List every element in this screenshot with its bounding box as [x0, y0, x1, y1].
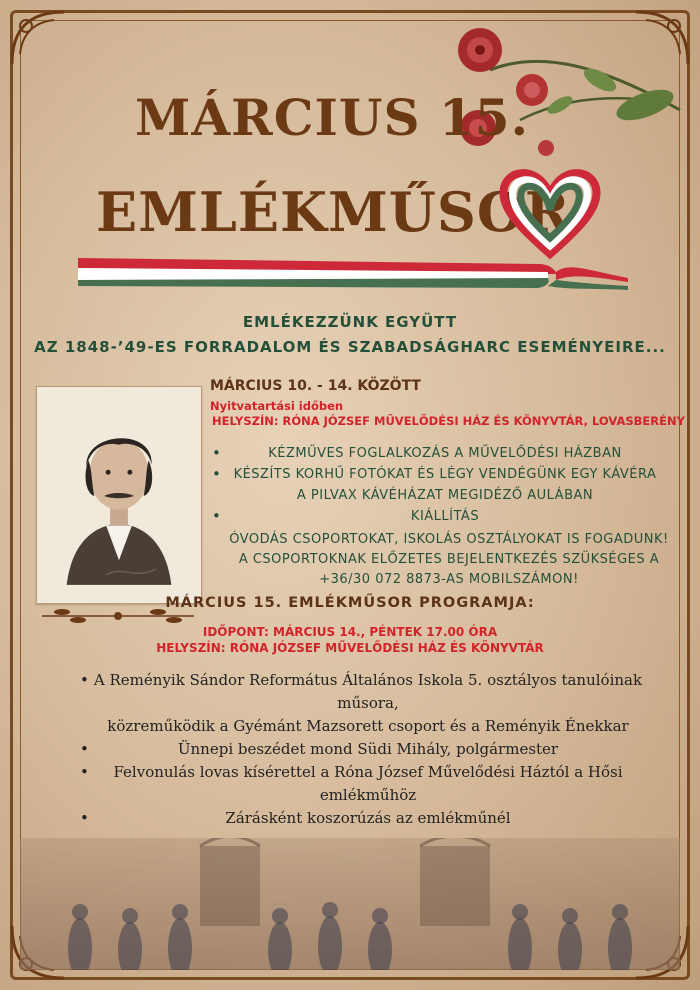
list-item: • Ünnepi beszédet mond Südi Mihály, polgármester: [78, 738, 658, 761]
subtitle-line-2: AZ 1848-’49-ES FORRADALOM ÉS SZABADSÁGHARC ESEMÉNYEIRE...: [34, 338, 666, 356]
week-hours: Nyitvatartási időben: [210, 399, 344, 413]
list-item: • KÉSZÍTS KORHŰ FOTÓKAT ÉS LÉGY VENDÉGÜNK EGY KÁVÉRA: [210, 464, 680, 485]
program-location: HELYSZÍN: RÓNA JÓZSEF MŰVELŐDÉSI HÁZ ÉS KÖNYVTÁR: [156, 641, 544, 655]
list-item-continuation: közreműködik a Gyémánt Mazsorett csoport és a Reményik Énekkar: [107, 717, 629, 735]
list-item: • KIÁLLÍTÁS: [210, 506, 680, 527]
list-item-continuation: műsora,: [337, 694, 399, 712]
list-item: • Zárásként koszorúzás az emlékműnél: [78, 807, 658, 830]
note-line: ÓVODÁS CSOPORTOKAT, ISKOLÁS OSZTÁLYOKAT IS FOGADUNK!: [229, 532, 669, 547]
list-item: • Felvonulás lovas kísérettel a Róna József Művelődési Háztól a Hősi: [78, 761, 658, 784]
groups-note: [212, 530, 686, 590]
subtitle-line-1: EMLÉKEZZÜNK EGYÜTT: [242, 313, 458, 331]
list-item-continuation: emlékműhöz: [319, 786, 417, 804]
list-item: • A Reményik Sándor Református Általános Iskola 5. osztályos tanulóinak: [78, 669, 658, 692]
list-item: • KÉZMŰVES FOGLALKOZÁS A MŰVELŐDÉSI HÁZBAN: [210, 443, 680, 464]
program-time: IDŐPONT: MÁRCIUS 14., PÉNTEK 17.00 ÓRA: [202, 625, 498, 639]
petofi-portrait-image: [36, 386, 202, 604]
corner-ornament-icon: [4, 4, 74, 74]
list-item-continuation: [210, 485, 680, 506]
title-line-1: MÁRCIUS 15.: [135, 88, 529, 147]
historical-crowd-scene-image: [20, 838, 680, 970]
tricolor-heart-icon: [494, 162, 606, 262]
program-heading: MÁRCIUS 15. EMLÉKMŰSOR PROGRAMJA:: [165, 595, 535, 611]
week-dates: MÁRCIUS 10. - 14. KÖZÖTT: [210, 378, 421, 394]
flag-ribbon-icon: [78, 256, 628, 296]
note-line: +36/30 072 8873-AS MOBILSZÁMON!: [319, 572, 579, 587]
program-list: [78, 669, 658, 830]
week-location: HELYSZÍN: RÓNA JÓZSEF MŰVELŐDÉSI HÁZ ÉS KÖNYVTÁR, LOVASBERÉNY: [212, 414, 685, 428]
note-line: A CSOPORTOKNAK ELŐZETES BEJELENTKEZÉS SZÜKSÉGES A: [238, 552, 660, 567]
list-item-text: A PILVAX KÁVÉHÁZAT MEGIDÉZŐ AULÁBAN: [296, 488, 594, 503]
title-line-2: EMLÉKMŰSOR: [96, 180, 571, 244]
week-activities-list: [210, 443, 680, 527]
